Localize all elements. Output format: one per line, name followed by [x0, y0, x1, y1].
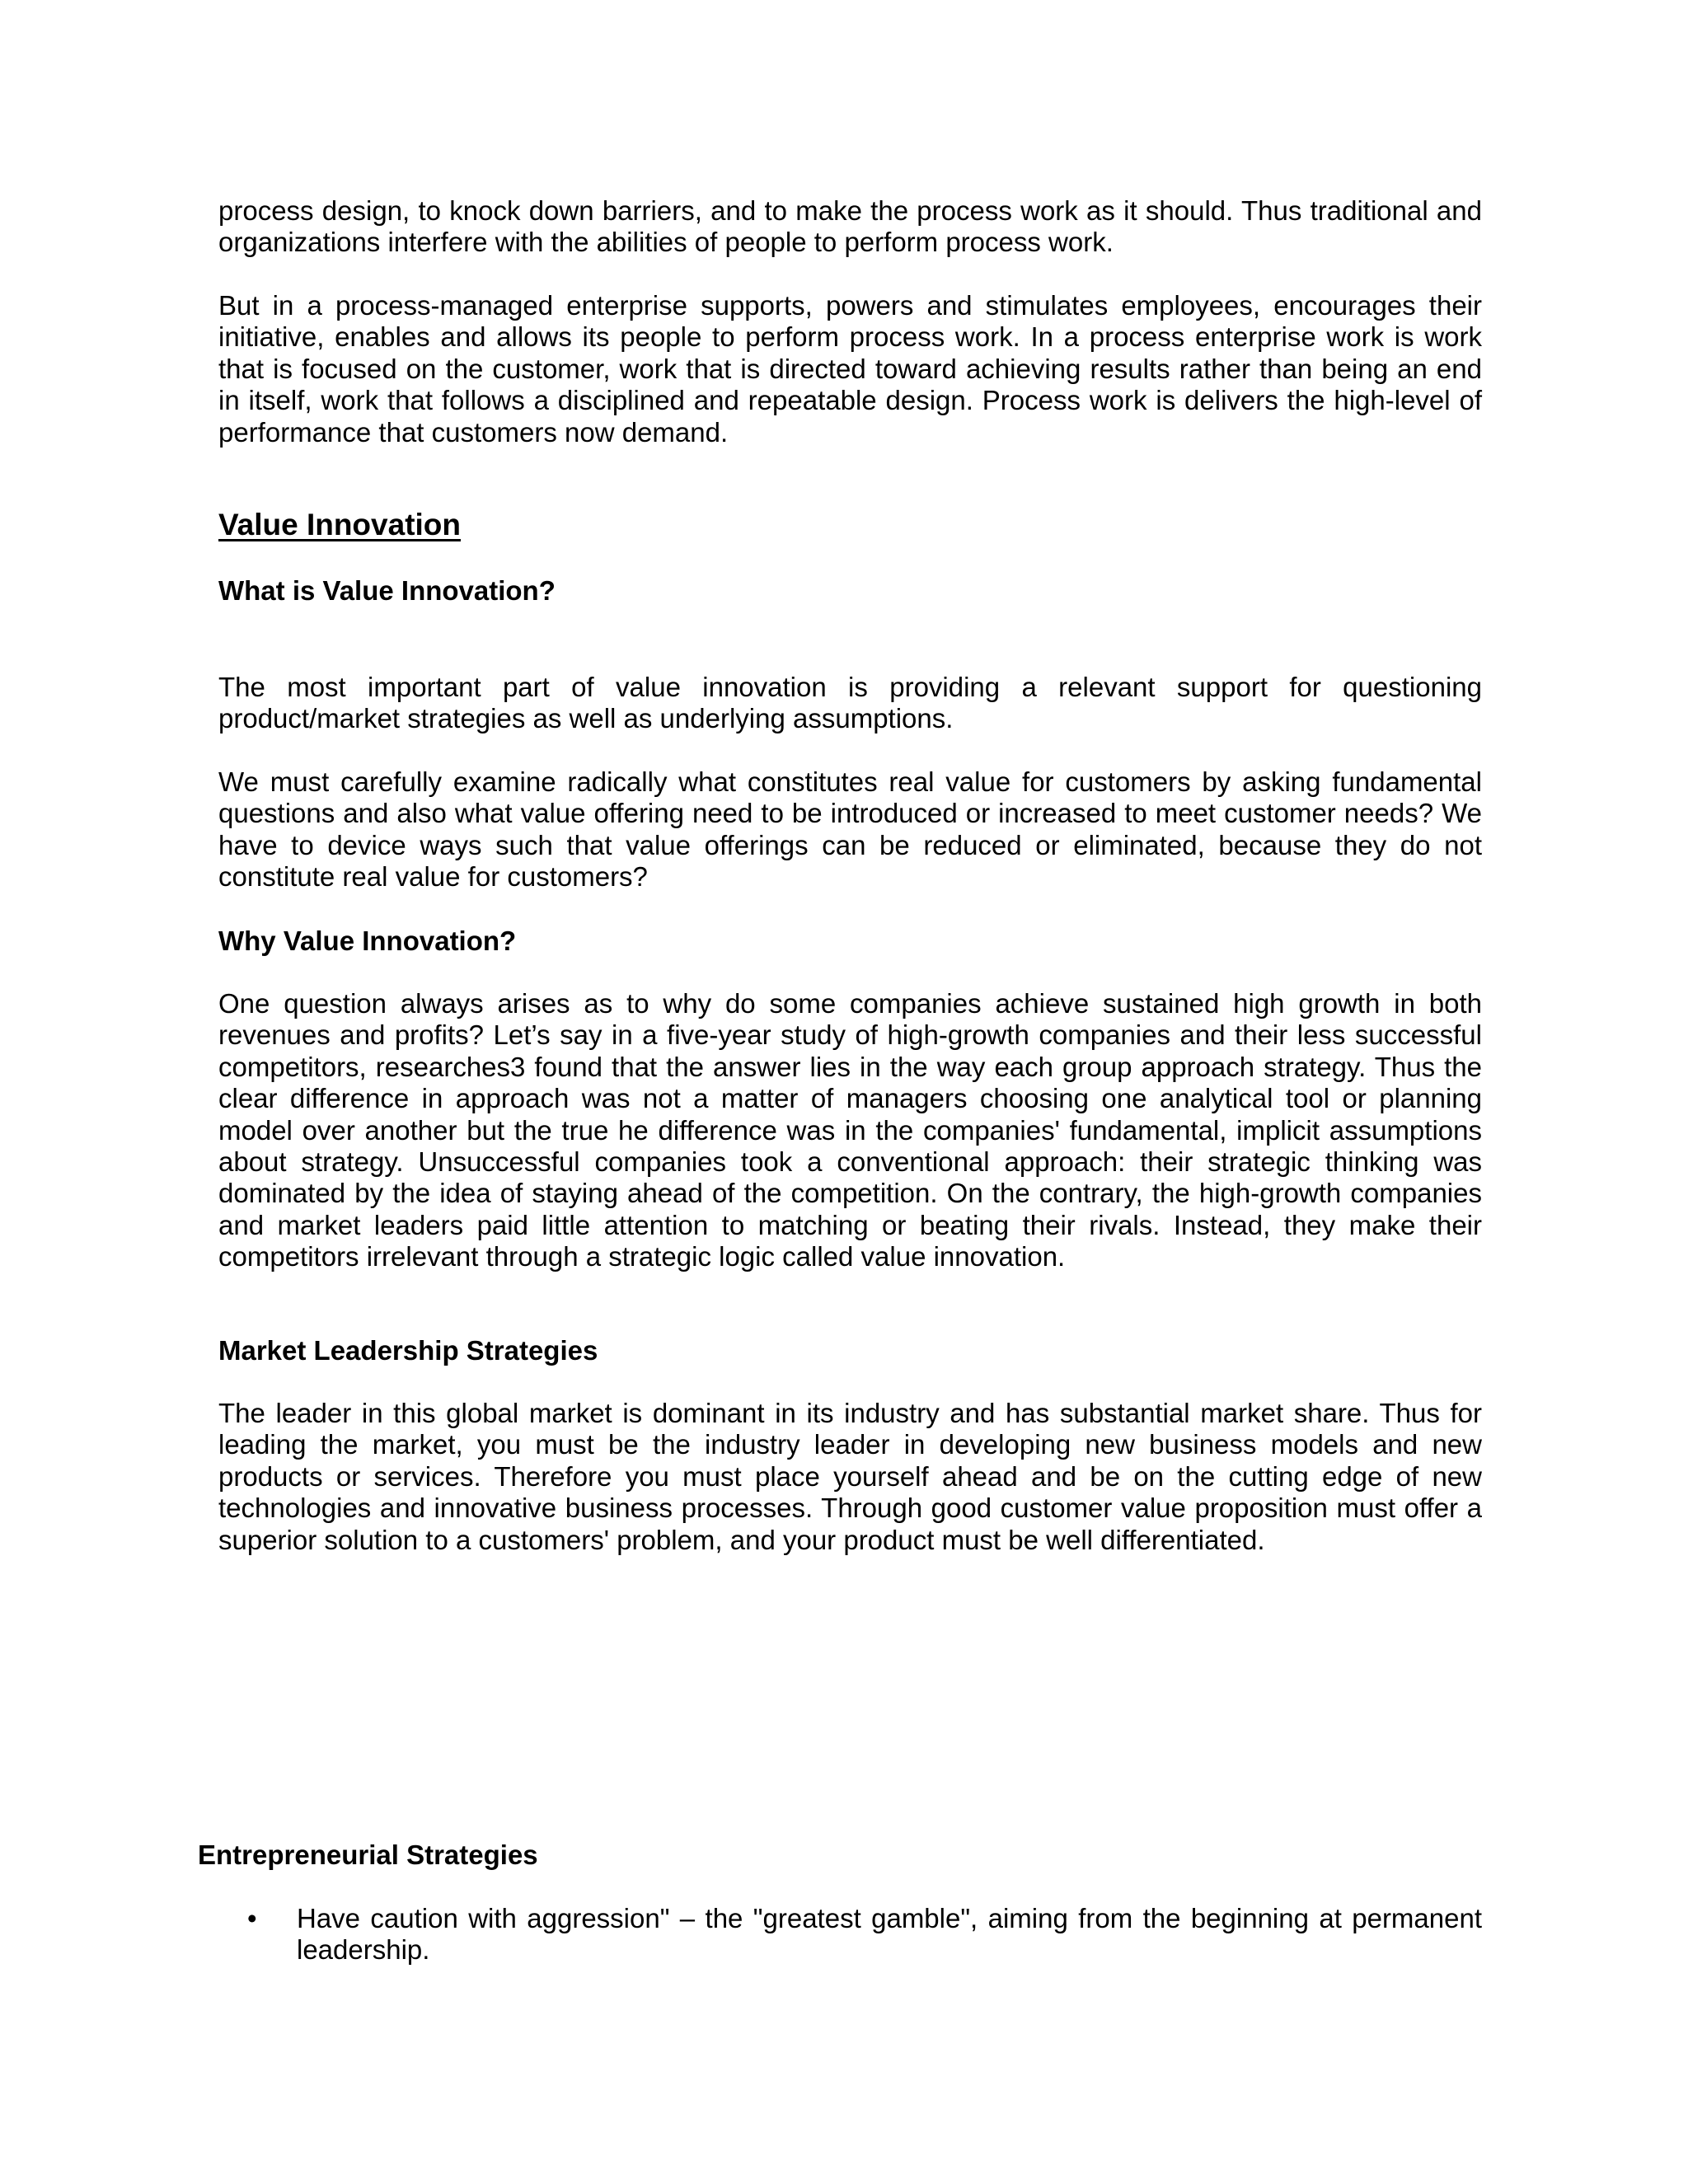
heading-why-value-innovation: Why Value Innovation?: [218, 926, 517, 956]
bullet-list: [247, 1903, 1482, 1966]
heading-entrepreneurial-strategies: Entrepreneurial Strategies: [198, 1840, 538, 1870]
paragraph-examine-value: We must carefully examine radically what constitutes real value for customers by asking fundamental questions and also what value offering need to be introduced or increased to meet customer needs? We have to device ways such that value offerings can be reduced or eliminated, because they do not constitute real value for customers?: [218, 766, 1482, 893]
section-title-value-innovation: Value Innovation: [218, 508, 461, 541]
heading-what-is-value-innovation: What is Value Innovation?: [218, 575, 556, 606]
paragraph-process-enterprise: But in a process-managed enterprise supports, powers and stimulates employees, encourages their initiative, enables and allows its people to perform process work. In a process enterprise work is work that is focused on the customer, work that is directed toward achieving results rather than being an end in itself, work that follows a disciplined and repeatable design. Process work is delivers the high-level of performance that customers now demand.: [218, 290, 1482, 448]
bullet-icon: •: [247, 1903, 257, 1933]
list-item: [247, 1903, 1482, 1966]
paragraph-most-important: The most important part of value innovation is providing a relevant support for questioning product/market strategies as well as underlying assumptions.: [218, 672, 1482, 734]
paragraph-process-design: process design, to knock down barriers, and to make the process work as it should. Thus traditional and organizations interfere with the abilities of people to perform process work.: [218, 195, 1482, 258]
paragraph-market-leadership: The leader in this global market is dominant in its industry and has substantial market share. Thus for leading the market, you must be the industry leader in developing new business models and new products or services. Therefore you must place yourself ahead and be on the cutting edge of new technologies and innovative business processes. Through good customer value proposition must offer a superior solution to a customers' problem, and your product must be well differentiated.: [218, 1398, 1482, 1555]
paragraph-why-value-innovation: One question always arises as to why do some companies achieve sustained high growth in both revenues and profits? Let’s say in a five-year study of high-growth companies and their less successful competitors, researches3 found that the answer lies in the way each group approach strategy. Thus the clear difference in approach was not a matter of managers choosing one analytical tool or planning model over another but the true he difference was in the companies' fundamental, implicit assumptions about strategy. Unsuccessful companies took a conventional approach: their strategic thinking was dominated by the idea of staying ahead of the competition. On the contrary, the high-growth companies and market leaders paid little attention to matching or beating their rivals. Instead, they make their competitors irrelevant through a strategic logic called value innovation.: [218, 988, 1482, 1272]
bullet-text: Have caution with aggression" – the "greatest gamble", aiming from the beginning at permanent leadership.: [297, 1903, 1482, 1966]
heading-market-leadership-strategies: Market Leadership Strategies: [218, 1335, 598, 1366]
